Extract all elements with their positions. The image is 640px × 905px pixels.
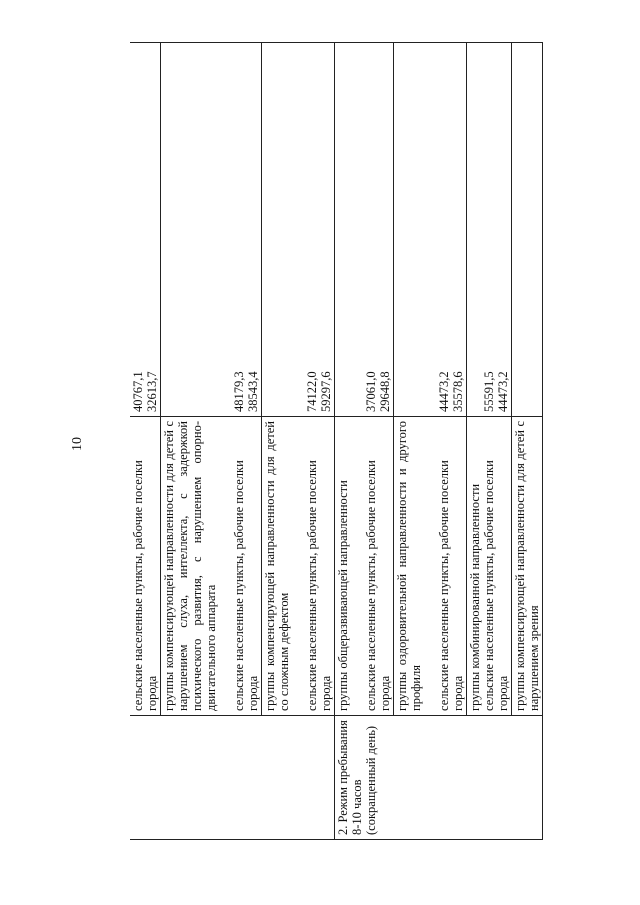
- table-row: [335, 43, 394, 840]
- mode-cell: [335, 716, 543, 840]
- group-cell: [512, 417, 543, 716]
- value-cell: [130, 43, 161, 417]
- tariff-table: [130, 42, 543, 840]
- location-label: города: [496, 675, 510, 711]
- location-label: города: [378, 675, 392, 711]
- location-label: сельские населенные пункты, рабочие поселки: [437, 460, 451, 711]
- group-description: группы компенсирующей направленности для детей со сложным дефектом: [263, 421, 291, 711]
- value-cell: [394, 43, 467, 417]
- value-text: 32613,7: [145, 371, 159, 412]
- location-label: города: [451, 675, 465, 711]
- value-text: 44473,2: [496, 371, 510, 412]
- value-text: 59297,6: [319, 371, 333, 412]
- value-cell: [262, 43, 335, 417]
- group-cell: [394, 417, 467, 716]
- value-text: 74122,0: [305, 371, 319, 412]
- value-text: 40767,1: [131, 371, 145, 412]
- group-description: группы компенсирующей направленности для детей с нарушением зрения: [513, 421, 541, 711]
- mode-label: 2. Режим пребывания 8-10 часов (сокращенный день): [336, 720, 378, 835]
- group-cell: [467, 417, 512, 716]
- value-cell: [161, 43, 262, 417]
- group-cell: [335, 417, 394, 716]
- group-description: группы компенсирующей направленности для детей с нарушением слуха, интеллекта, с задержкой психического развития, с нарушением опорно-двигательного аппарата: [162, 421, 218, 711]
- group-cell: [262, 417, 335, 716]
- value-text: 55591,5: [482, 371, 496, 412]
- value-text: 37061,0: [364, 371, 378, 412]
- location-label: города: [319, 675, 333, 711]
- location-label: сельские населенные пункты, рабочие поселки: [305, 460, 319, 711]
- rotated-table-container: [130, 70, 560, 840]
- value-text: 38543,4: [246, 371, 260, 412]
- mode-cell-empty: [130, 716, 335, 840]
- value-text: 29648,8: [378, 371, 392, 412]
- location-label: сельские населенные пункты, рабочие поселки: [482, 460, 496, 711]
- value-text: 48179,3: [232, 371, 246, 412]
- location-label: сельские населенные пункты, рабочие поселки: [364, 460, 378, 711]
- value-text: 35578,6: [451, 371, 465, 412]
- location-label: города: [246, 675, 260, 711]
- value-text: 44473,2: [437, 371, 451, 412]
- table-row: [130, 43, 161, 840]
- group-cell: [130, 417, 161, 716]
- group-description: группы оздоровительной направленности и другого профиля: [395, 421, 423, 711]
- value-cell: [467, 43, 512, 417]
- page-number: 10: [70, 437, 85, 451]
- group-cell: [161, 417, 262, 716]
- value-cell: [335, 43, 394, 417]
- location-label: сельские населенные пункты, рабочие поселки: [131, 460, 145, 711]
- location-label: сельские населенные пункты, рабочие поселки: [232, 460, 246, 711]
- group-description: группы комбинированной направленности: [468, 483, 482, 711]
- group-description: группы общеразвивающей направленности: [336, 480, 350, 711]
- value-cell-empty: [512, 43, 543, 417]
- location-label: города: [145, 675, 159, 711]
